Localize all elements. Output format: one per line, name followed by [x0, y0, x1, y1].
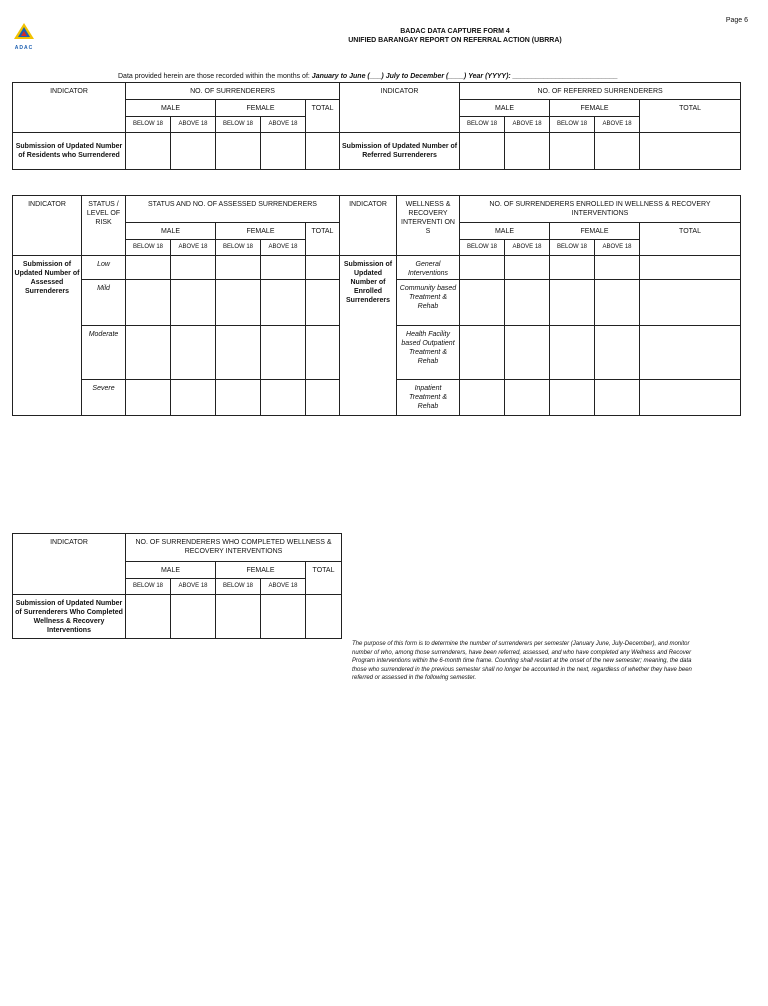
below-18-header: BELOW 18	[460, 117, 505, 133]
intervention-general: General Interventions	[397, 256, 460, 280]
female-header: FEMALE	[216, 223, 306, 240]
data-cell[interactable]	[126, 326, 171, 380]
below-18-header: BELOW 18	[460, 240, 505, 256]
data-cell[interactable]	[216, 595, 261, 639]
note-line: The purpose of this form is to determine the number of surrenderers per semester (January June, July-December), and monitor	[352, 641, 690, 647]
above-18-header: ABOVE 18	[261, 579, 306, 595]
period-jan-jun[interactable]: January to June (___)	[311, 73, 384, 80]
male-header: MALE	[460, 100, 550, 117]
completed-interventions-row-label: Submission of Updated Number of Surrenderers Who Completed Wellness & Recovery Interventions	[13, 595, 126, 639]
indicator-header: INDICATOR	[340, 83, 460, 133]
data-cell[interactable]	[261, 326, 306, 380]
surrenderers-referral-table	[12, 82, 741, 170]
above-18-header: ABOVE 18	[595, 240, 640, 256]
male-header: MALE	[126, 562, 216, 579]
data-cell[interactable]	[261, 133, 306, 170]
data-cell[interactable]	[550, 380, 595, 416]
data-cell[interactable]	[126, 133, 171, 170]
assessed-surrenderers-row-label: Submission of Updated Number of Assessed Surrenderers	[13, 256, 82, 416]
data-cell[interactable]	[640, 326, 741, 380]
below-18-header: BELOW 18	[126, 117, 171, 133]
referred-surrenderers-row-label: Submission of Updated Number of Referred Surrenderers	[340, 133, 460, 170]
male-header: MALE	[126, 223, 216, 240]
reporting-period-line	[118, 73, 618, 80]
data-cell[interactable]	[126, 380, 171, 416]
below-18-header: BELOW 18	[550, 240, 595, 256]
risk-level-mild: Mild	[82, 280, 126, 326]
form-title: BADAC DATA CAPTURE FORM 4	[400, 28, 510, 35]
total-header: TOTAL	[306, 562, 342, 595]
above-18-header: ABOVE 18	[171, 117, 216, 133]
risk-level-low: Low	[82, 256, 126, 280]
below-18-header: BELOW 18	[216, 240, 261, 256]
data-cell[interactable]	[550, 280, 595, 326]
intervention-health-facility-outpatient: Health Facility based Outpatient Treatment & Rehab	[397, 326, 460, 380]
below-18-header: BELOW 18	[126, 240, 171, 256]
data-cell[interactable]	[261, 280, 306, 326]
data-cell[interactable]	[306, 595, 342, 639]
above-18-header: ABOVE 18	[171, 579, 216, 595]
indicator-header: INDICATOR	[13, 534, 126, 595]
logo-text: ADAC	[14, 45, 34, 51]
page-number: Page 6	[725, 17, 748, 24]
data-cell[interactable]	[216, 280, 261, 326]
data-cell[interactable]	[306, 380, 340, 416]
data-cell[interactable]	[171, 380, 216, 416]
data-cell[interactable]	[595, 380, 640, 416]
data-cell[interactable]	[640, 380, 741, 416]
data-cell[interactable]	[216, 256, 261, 280]
indicator-header: INDICATOR	[13, 83, 126, 133]
data-cell[interactable]	[460, 256, 505, 280]
period-year[interactable]: Year (YYYY): ___________________________	[468, 73, 618, 80]
above-18-header: ABOVE 18	[261, 117, 306, 133]
data-cell[interactable]	[595, 256, 640, 280]
data-cell[interactable]	[595, 133, 640, 170]
data-cell[interactable]	[261, 380, 306, 416]
data-cell[interactable]	[640, 133, 741, 170]
data-cell[interactable]	[171, 595, 216, 639]
intervention-inpatient: Inpatient Treatment & Rehab	[397, 380, 460, 416]
below-18-header: BELOW 18	[550, 117, 595, 133]
above-18-header: ABOVE 18	[261, 240, 306, 256]
data-cell[interactable]	[126, 595, 171, 639]
data-cell[interactable]	[306, 280, 340, 326]
completed-interventions-table	[12, 533, 342, 639]
data-cell[interactable]	[595, 326, 640, 380]
above-18-header: ABOVE 18	[171, 240, 216, 256]
data-cell[interactable]	[460, 380, 505, 416]
assessed-surrenderers-header: STATUS AND NO. OF ASSESSED SURRENDERERS	[126, 196, 340, 223]
indicator-header: INDICATOR	[340, 196, 397, 256]
female-header: FEMALE	[550, 223, 640, 240]
risk-level-moderate: Moderate	[82, 326, 126, 380]
data-cell[interactable]	[126, 280, 171, 326]
data-cell[interactable]	[460, 326, 505, 380]
purpose-note	[352, 640, 768, 683]
data-cell[interactable]	[126, 256, 171, 280]
data-cell[interactable]	[640, 280, 741, 326]
data-cell[interactable]	[261, 595, 306, 639]
data-cell[interactable]	[171, 280, 216, 326]
total-header: TOTAL	[306, 223, 340, 256]
female-header: FEMALE	[216, 100, 306, 117]
above-18-header: ABOVE 18	[595, 117, 640, 133]
enrolled-surrenderers-row-label: Submission of Updated Number of Enrolled Surrenderers	[340, 256, 397, 416]
below-18-header: BELOW 18	[216, 117, 261, 133]
note-line: those who surrendered in the previous semester shall no longer be accounted in the next, regardless of whether they have been	[352, 666, 692, 673]
data-cell[interactable]	[216, 326, 261, 380]
note-line: referred or assessed in the following semester.	[352, 675, 477, 682]
below-18-header: BELOW 18	[126, 579, 171, 595]
period-prefix: Data provided herein are those recorded within the months of:	[118, 73, 310, 80]
assessment-enrollment-table	[12, 195, 741, 416]
male-header: MALE	[126, 100, 216, 117]
female-header: FEMALE	[216, 562, 306, 579]
below-18-header: BELOW 18	[216, 579, 261, 595]
enrolled-surrenderers-header: NO. OF SURRENDERERS ENROLLED IN WELLNESS & RECOVERY INTERVENTIONS	[460, 196, 741, 223]
residents-surrendered-row-label: Submission of Updated Number of Residents who Surrendered	[13, 133, 126, 170]
form-subtitle: UNIFIED BARANGAY REPORT ON REFERRAL ACTION (UBRRA)	[348, 37, 562, 44]
note-line: number of who, among those surrenderers, have been referred, assessed, and who have completed any Wellness and Recover	[352, 649, 692, 656]
note-line: Program interventions within the 6-month time frame. Counting shall restart at the onset of the new semester; meaning, the data	[352, 658, 692, 665]
data-cell[interactable]	[550, 133, 595, 170]
above-18-header: ABOVE 18	[505, 240, 550, 256]
data-cell[interactable]	[460, 280, 505, 326]
data-cell[interactable]	[640, 256, 741, 280]
data-cell[interactable]	[171, 256, 216, 280]
total-header: TOTAL	[640, 223, 741, 256]
indicator-header: INDICATOR	[13, 196, 82, 256]
data-cell[interactable]	[505, 280, 550, 326]
data-cell[interactable]	[306, 256, 340, 280]
male-header: MALE	[460, 223, 550, 240]
data-cell[interactable]	[460, 133, 505, 170]
no-of-referred-surrenderers-header: NO. OF REFERRED SURRENDERERS	[460, 83, 741, 100]
data-cell[interactable]	[261, 256, 306, 280]
data-cell[interactable]	[505, 326, 550, 380]
data-cell[interactable]	[505, 256, 550, 280]
data-cell[interactable]	[171, 133, 216, 170]
status-level-of-risk-header: STATUS / LEVEL OF RISK	[82, 196, 126, 256]
data-cell[interactable]	[505, 380, 550, 416]
risk-level-severe: Severe	[82, 380, 126, 416]
no-of-surrenderers-header: NO. OF SURRENDERERS	[126, 83, 340, 100]
total-header: TOTAL	[640, 100, 741, 133]
data-cell[interactable]	[216, 380, 261, 416]
data-cell[interactable]	[306, 326, 340, 380]
data-cell[interactable]	[550, 326, 595, 380]
female-header: FEMALE	[550, 100, 640, 117]
data-cell[interactable]	[595, 280, 640, 326]
total-header: TOTAL	[306, 100, 340, 133]
data-cell[interactable]	[171, 326, 216, 380]
wellness-recovery-interventions-header: WELLNESS & RECOVERY INTERVENTI ON S	[397, 196, 460, 256]
above-18-header: ABOVE 18	[505, 117, 550, 133]
data-cell[interactable]	[550, 256, 595, 280]
period-jul-dec[interactable]: July to December (____)	[385, 73, 467, 80]
intervention-community-based: Community based Treatment & Rehab	[397, 280, 460, 326]
data-cell[interactable]	[505, 133, 550, 170]
completed-surrenderers-header: NO. OF SURRENDERERS WHO COMPLETED WELLNESS & RECOVERY INTERVENTIONS	[126, 534, 342, 562]
data-cell[interactable]	[216, 133, 261, 170]
data-cell[interactable]	[306, 133, 340, 170]
